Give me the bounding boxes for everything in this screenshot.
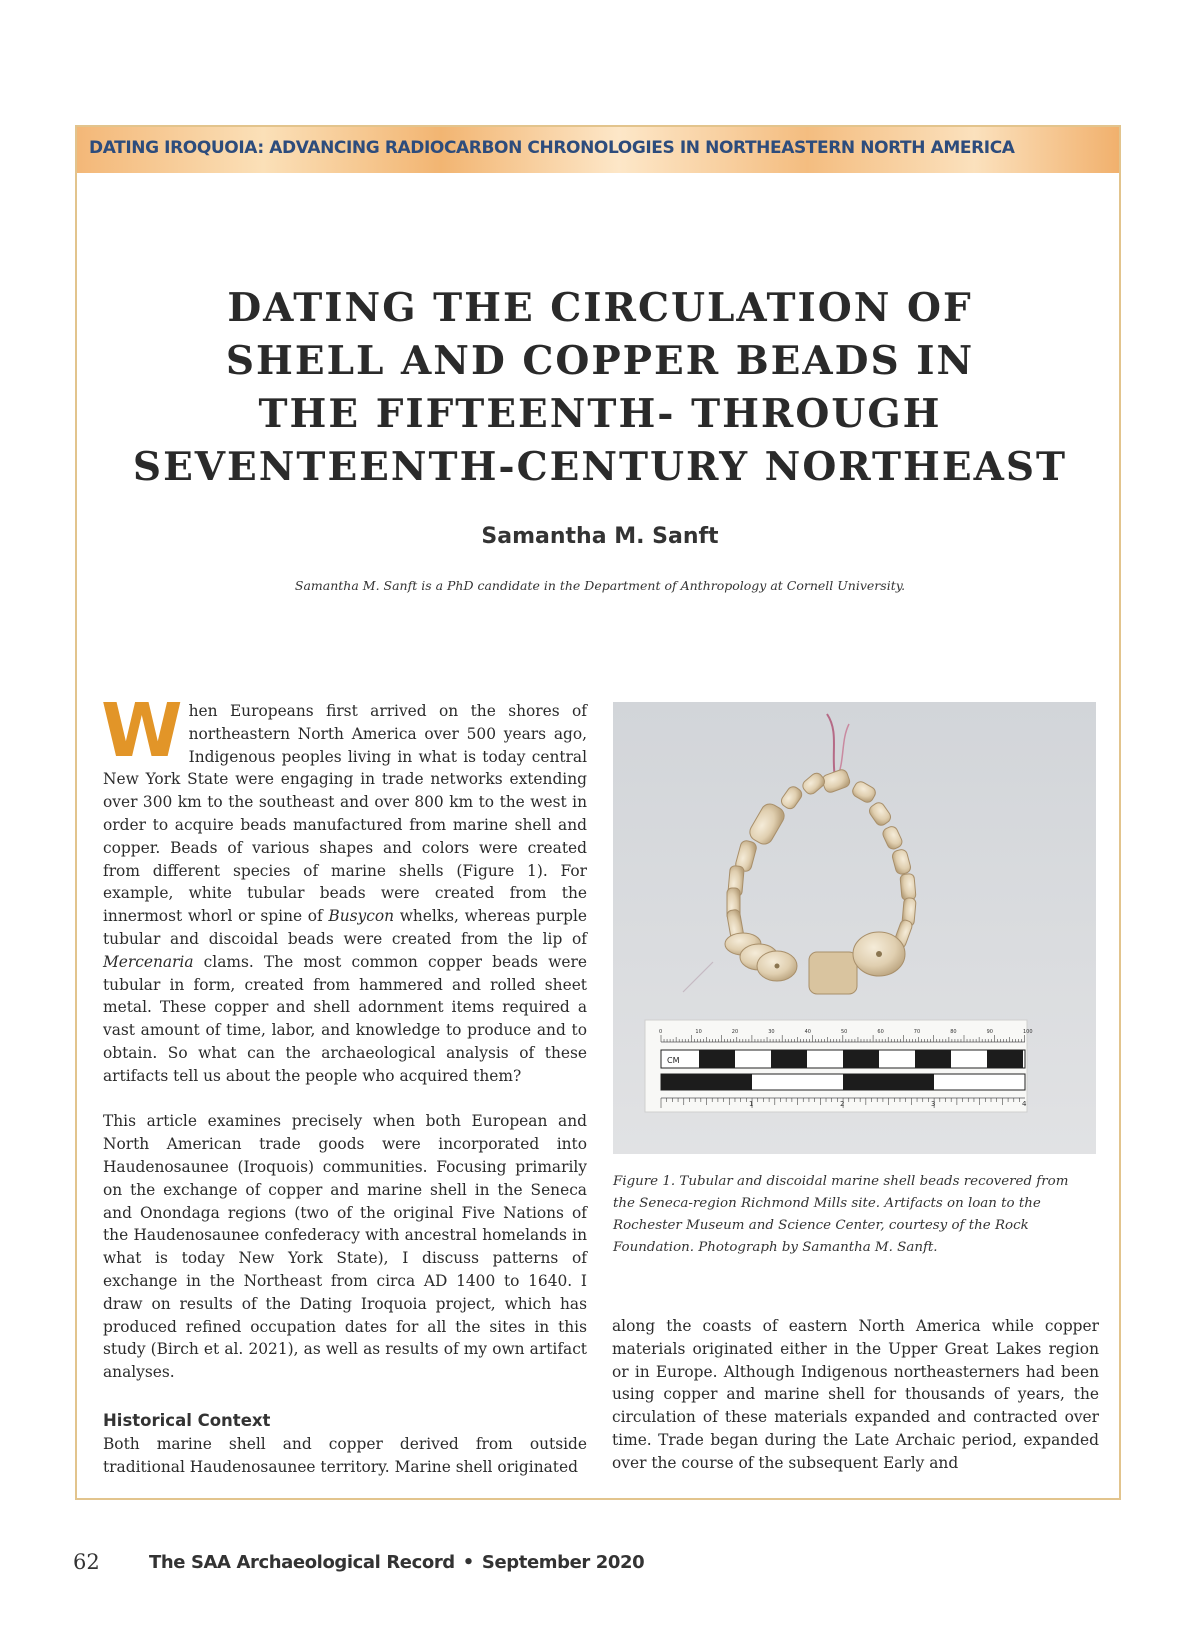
scale-inch-number: 2 xyxy=(840,1100,845,1108)
scale-cm-number: 10 xyxy=(695,1029,702,1035)
series-banner-text: DATING IROQUOIA: ADVANCING RADIOCARBON CHRONOLOGIES IN NORTHEASTERN NORTH AMERICA xyxy=(89,138,1015,158)
title-line: THE FIFTEENTH- THROUGH xyxy=(258,391,942,437)
paragraph-historical-context-continued: along the coasts of eastern North America while copper materials originated either in the Upper Great Lakes region or in Europe. Although Indigenous northeasterners had been using copper and marine shell for thousands of years, the circulation of these materials expanded and contracted over time. Trade began during the Late Archaic period, expanded over the course of the subsequent Early and xyxy=(612,1317,1099,1472)
scale-cm-number: 80 xyxy=(950,1029,957,1035)
scale-cm-number: 60 xyxy=(877,1029,884,1035)
scale-cm-number: 100 xyxy=(1023,1029,1033,1035)
scale-cm-number: 20 xyxy=(731,1029,739,1035)
body-column-left xyxy=(101,688,587,1478)
body-column-right xyxy=(612,1315,1099,1475)
title-line: SEVENTEENTH-CENTURY NORTHEAST xyxy=(132,444,1068,490)
scale-inch-number: 1 xyxy=(749,1100,754,1108)
species-mercenaria: Mercenaria xyxy=(103,952,194,971)
paragraph-scope: This article examines precisely when both European and North American trade goods were incorporated into Haudenosaunee (Iroquois) communities. Focusing primarily on the exchange of copper and marine shell in the Seneca and Onondaga regions (two of the original Five Nations of the Haudenosaunee confederacy with ancestral homelands in what is today New York State), I discuss patterns of exchange in the Northeast from circa AD 1400 to 1640. I draw on results of the Dating Iroquoia project, which has produced refined occupation dates for all the sites in this study (Birch et al. 2021), as well as results of my own artifact analyses. xyxy=(103,1112,587,1382)
paragraph-intro: When Europeans first arrived on the shores of northeastern North America over 500 years ago, Indigenous peoples living in what is today central New York State were engaging in trade networks extending over 300 km to the southeast and over 800 km to the west in order to acquire beads manufactured from marine shell and copper. Beads of various shapes and colors were created from different species of marine shells (Figure 1). For example, white tubular beads were created from the innermost whorl or spine of Busycon whelks, whereas purple tubular and discoidal beads were created from the lip of Mercenaria clams. The most common copper beads were tubular in form, created from hammered and rolled sheet metal. These copper and shell adornment items required a vast amount of time, labor, and knowledge to produce and to obtain. So what can the archaeological analysis of these artifacts tell us about the people who acquired them? xyxy=(101,688,587,1085)
running-footer xyxy=(149,1552,644,1573)
scale-cm-number: 30 xyxy=(768,1029,775,1035)
scale-cm-number: 90 xyxy=(986,1029,993,1035)
footer-separator: • xyxy=(462,1552,474,1573)
page-number: 62 xyxy=(73,1550,100,1574)
figure-photo-shell-beads xyxy=(613,702,1096,1154)
author-affiliation: Samantha M. Sanft is a PhD candidate in the Department of Anthropology at Cornell University. xyxy=(294,578,906,593)
scale-inch-number: 3 xyxy=(931,1100,936,1108)
title-line: SHELL AND COPPER BEADS IN xyxy=(225,338,975,384)
drop-cap: W xyxy=(101,688,183,774)
scale-cm-number: 50 xyxy=(841,1029,848,1035)
article-title xyxy=(100,282,1100,494)
scale-cm-number: 70 xyxy=(913,1029,921,1035)
scale-cm-number: 40 xyxy=(804,1029,811,1035)
scale-cm-number: 0 xyxy=(659,1029,663,1035)
scale-inch-label: INCH xyxy=(995,1079,1015,1088)
scale-bar xyxy=(645,1020,1027,1112)
paragraph-historical-context: Both marine shell and copper derived from outside traditional Haudenosaunee territory. Marine shell originated xyxy=(103,1434,587,1476)
scale-cm-label: CM xyxy=(667,1056,680,1065)
title-line: DATING THE CIRCULATION OF xyxy=(227,285,973,331)
issue-date: September 2020 xyxy=(481,1552,645,1573)
scale-inch-number: 4 xyxy=(1022,1100,1027,1108)
section-heading: Historical Context xyxy=(103,1410,271,1430)
author-name: Samantha M. Sanft xyxy=(481,524,719,549)
figure-caption: Figure 1. Tubular and discoidal marine shell beads recovered from the Seneca-region Richmond Mills site. Artifacts on loan to the Rochester Museum and Science Center, courtesy of the Rock Foundation. Photograph by Samantha M. Sanft. xyxy=(613,1174,1069,1255)
journal-name: The SAA Archaeological Record xyxy=(149,1552,455,1573)
species-busycon: Busycon xyxy=(328,907,395,926)
